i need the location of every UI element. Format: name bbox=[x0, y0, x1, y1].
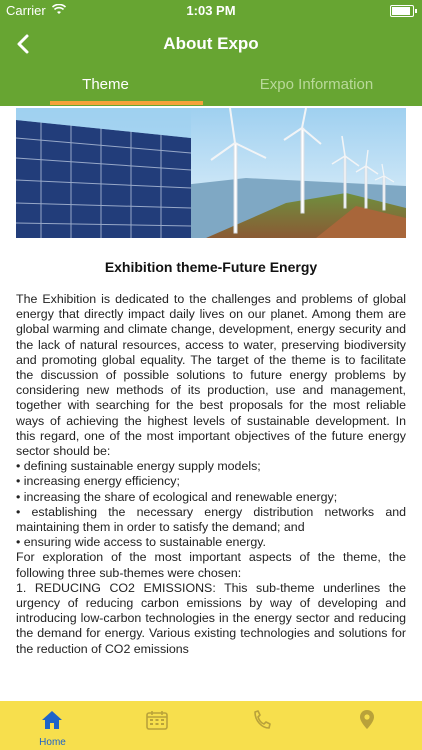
carrier-label: Carrier bbox=[6, 3, 46, 18]
tab-location[interactable] bbox=[315, 701, 420, 750]
bottom-tab-bar bbox=[0, 701, 422, 750]
list-item: • increasing the share of ecological and renewable energy; bbox=[16, 489, 338, 504]
clock: 1:03 PM bbox=[186, 3, 236, 18]
list-item: • establishing the necessary energy distribution networks and maintaining them in order to satisfy the demand; and bbox=[16, 504, 406, 535]
phone-icon bbox=[250, 709, 274, 731]
article-intro: The Exhibition is dedicated to the challenges and problems of global energy that directly impact daily lives on our planet. Among them are global warming and climate change, development, energy security and the lack of natural resources, access to water, preserving biodiversity and promoting global equality. The target of the theme is to facilitate the discussion of possible solutions to future energy problems by considering new methods of its production, use and management, together with searching for the best proposals for the most reliable ways of achieving the highest levels of sustainable development. In this regard, one of the most important objectives of the future energy sector should be: bbox=[16, 292, 406, 459]
list-item: • defining sustainable energy supply models; bbox=[16, 459, 261, 474]
tab-home[interactable] bbox=[0, 701, 105, 750]
subtheme-1: 1. REDUCING CO2 EMISSIONS: This sub-theme underlines the urgency of reducing carbon emissions by way of developing and introducing low-carbon technologies in the energy sector and reducing the demand for energy. Various existing technologies and solutions for the reduction of CO2 emissions bbox=[16, 580, 406, 656]
active-tab-indicator bbox=[50, 101, 203, 105]
article-heading: Exhibition theme-Future Energy bbox=[104, 259, 318, 275]
battery-icon bbox=[390, 5, 414, 17]
tab-phone[interactable] bbox=[210, 701, 315, 750]
tab-theme[interactable]: Theme bbox=[82, 76, 129, 93]
list-item: • ensuring wide access to sustainable energy. bbox=[16, 535, 266, 550]
nav-bar bbox=[0, 22, 422, 66]
tab-home-label: Home bbox=[39, 737, 66, 748]
list-item: • increasing energy efficiency; bbox=[16, 474, 180, 489]
status-bar bbox=[0, 0, 422, 22]
article-body bbox=[16, 292, 406, 702]
tab-expo-information[interactable]: Expo Information bbox=[259, 76, 374, 93]
page-title: About Expo bbox=[163, 34, 259, 53]
subthemes-intro: For exploration of the most important aspects of the theme, the following three sub-themes were chosen: bbox=[16, 550, 406, 580]
home-icon bbox=[40, 709, 64, 731]
hero-image-solar-and-wind bbox=[16, 108, 406, 238]
calendar-icon bbox=[145, 709, 169, 731]
location-pin-icon bbox=[355, 709, 379, 731]
segment-tabs bbox=[0, 66, 422, 106]
tab-calendar[interactable] bbox=[105, 701, 210, 750]
